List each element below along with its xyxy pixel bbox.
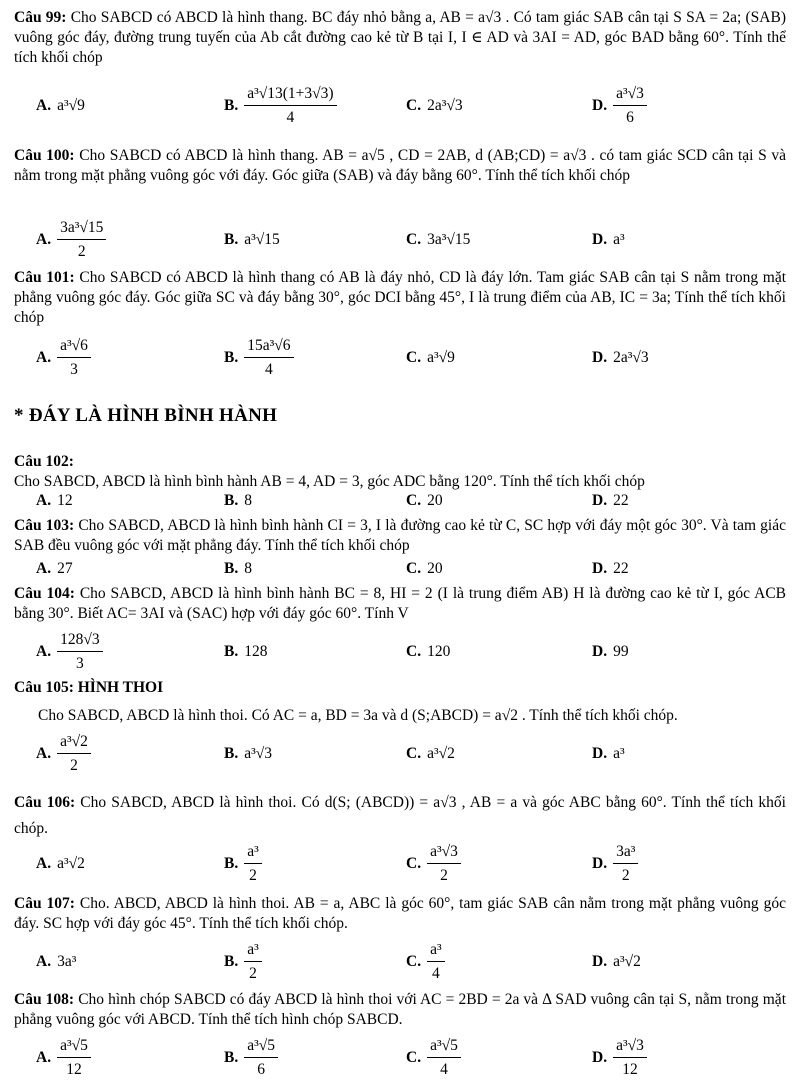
answer-c[interactable]: C. 2a³√3 — [406, 96, 463, 114]
question-text: Cho SABCD, ABCD là hình bình hành BC = 8, HI = 2 (I là trung điểm AB) H là đường cao kẻ từ I, góc ACB bằng 30°. Biết AC= 3AI và (SAC) hợp với đáy góc 60°. Tính V — [14, 585, 786, 623]
question-title: Câu 105: HÌNH THOI — [14, 679, 164, 696]
section-heading: * ĐÁY LÀ HÌNH BÌNH HÀNH — [14, 405, 278, 426]
question-text: Cho. ABCD, ABCD là hình thoi. AB = a, ABC là góc 60°, tam giác SAB cân nằm trong mặt phẳng vuông góc đáy. SC hợp với đáy góc 45°. Tính thể tích khối chóp. — [14, 895, 786, 933]
question-100 — [14, 146, 786, 186]
answer-c[interactable]: C. $\frac{\text{a³√3}}{2}$ — [406, 840, 461, 888]
question-title: Câu 108: — [14, 991, 75, 1008]
answer-b[interactable]: B. $\frac{\text{a³√5}}{6}$ — [224, 1034, 278, 1082]
answer-d[interactable]: D. 99 — [592, 642, 629, 660]
answer-c[interactable]: C. 20 — [406, 559, 443, 577]
question-text: Cho hình chóp SABCD có đáy ABCD là hình thoi với AC = 2BD = 2a và Δ SAD vuông cân tại S, nằm trong mặt phẳng vuông góc với ABCD. Tính thể tích hình chóp SABCD. — [14, 991, 786, 1029]
answer-a[interactable]: A. $\frac{\text{a³√5}}{12}$ — [36, 1034, 91, 1082]
answer-a[interactable]: A. 12 — [36, 491, 73, 509]
answer-d[interactable]: D. $\frac{\text{3a³}}{2}$ — [592, 840, 638, 888]
answer-d[interactable]: D. 2a³√3 — [592, 348, 649, 366]
question-text: Cho SABCD, ABCD là hình bình hành CI = 3, I là đường cao kẻ từ C, SC hợp với đáy một góc 30°. Và tam giác SAB đều vuông góc với mặt phẳng đáy. Tính thể tích khối chóp — [14, 517, 786, 555]
answer-b[interactable]: B. 8 — [224, 559, 252, 577]
answer-a[interactable]: A. 3a³ — [36, 952, 77, 970]
question-text: Cho SABCD, ABCD là hình thoi. Có AC = a, BD = 3a và d (S;ABCD) = a√2 . Tính thể tích khối chóp. — [38, 707, 678, 725]
answer-c[interactable]: C. $\frac{\text{a³√5}}{4}$ — [406, 1034, 461, 1082]
question-104 — [14, 584, 786, 624]
answer-b[interactable]: B. $\frac{\text{15a³√6}}{4}$ — [224, 334, 294, 382]
question-103 — [14, 516, 786, 556]
answer-c[interactable]: C. a³√9 — [406, 348, 455, 366]
answers-107 — [14, 938, 786, 986]
question-text: Cho SABCD, ABCD là hình bình hành AB = 4, AD = 3, góc ADC bằng 120°. Tính thể tích khối chóp — [14, 473, 645, 491]
question-title: Câu 107: — [14, 895, 75, 912]
answer-b[interactable]: B. $\frac{\text{a³}}{2}$ — [224, 938, 262, 986]
question-title: Câu 101: — [14, 269, 75, 286]
answers-105 — [14, 730, 786, 778]
question-title: Câu 106: — [14, 794, 76, 811]
answer-a[interactable]: A. 27 — [36, 559, 73, 577]
answers-102 — [14, 490, 786, 512]
answer-d[interactable]: D. $\frac{\text{a³√3}}{6}$ — [592, 82, 647, 130]
answer-b[interactable]: B. a³√3 — [224, 744, 273, 762]
answers-101 — [14, 334, 786, 382]
question-102 — [14, 452, 786, 492]
question-105 — [14, 678, 786, 726]
question-text: Cho SABCD có ABCD là hình thang. BC đáy nhỏ bằng a, AB = a√3 . Có tam giác SAB cân tại S SA = 2a; (SAB) vuông góc đáy, đường trung tuyến của Ab cắt đường cao kẻ từ B tại I, I ∈ AD và 3AI = AD, góc BAD bằng 60°. Tính thể tích khối chóp — [14, 9, 786, 67]
answer-d[interactable]: D. a³ — [592, 744, 625, 762]
answer-b[interactable]: B. $\frac{\text{a³}}{2}$ — [224, 840, 262, 888]
question-107 — [14, 894, 786, 934]
answer-c[interactable]: C. a³√2 — [406, 744, 455, 762]
question-101 — [14, 268, 786, 328]
answers-100 — [14, 216, 786, 264]
answer-a[interactable]: A. $\frac{\text{a³√2}}{2}$ — [36, 730, 91, 778]
answer-d[interactable]: D. 22 — [592, 491, 629, 509]
answer-a[interactable]: A. $\frac{\text{a³√6}}{3}$ — [36, 334, 91, 382]
answer-d[interactable]: D. 22 — [592, 559, 629, 577]
answer-c[interactable]: C. 120 — [406, 642, 451, 660]
question-text: Cho SABCD có ABCD là hình thang. AB = a√5 , CD = 2AB, d (AB;CD) = a√3 . có tam giác SCD cân tại S và nằm trong mặt phẳng vuông góc với đáy. Góc giữa (SAB) và đáy bằng 60°. Tính thể tích khối chóp — [14, 147, 786, 185]
question-text: Cho SABCD có ABCD là hình thang có AB là đáy nhỏ, CD là đáy lớn. Tam giác SAB cân tại S nằm trong mặt phẳng vuông góc đáy. Góc giữa SC và đáy bằng 30°, góc DCI bằng 45°, I là trung điểm của AB, IC = 3a; Tính thể tích khối chóp — [14, 269, 787, 327]
answer-d[interactable]: D. a³ — [592, 230, 625, 248]
answer-c[interactable]: C. 20 — [406, 491, 443, 509]
question-title: Câu 100: — [14, 147, 75, 164]
answer-b[interactable]: B. 8 — [224, 491, 252, 509]
answer-a[interactable]: A. a³√2 — [36, 854, 85, 872]
answer-a[interactable]: A. $\frac{\text{3a³√15}}{2}$ — [36, 216, 106, 264]
question-108 — [14, 990, 786, 1030]
answer-d[interactable]: D. $\frac{\text{a³√3}}{12}$ — [592, 1034, 647, 1082]
question-title: Câu 99: — [14, 9, 67, 26]
answers-104 — [14, 628, 786, 676]
question-99 — [14, 8, 786, 68]
answer-c[interactable]: C. 3a³√15 — [406, 230, 471, 248]
question-text: Cho SABCD, ABCD là hình thoi. Có d(S; (ABCD)) = a√3 , AB = a và góc ABC bằng 60°. Tính thể tích khối chóp. — [14, 794, 786, 838]
answer-c[interactable]: C. $\frac{\text{a³}}{4}$ — [406, 938, 445, 986]
question-title: Câu 103: — [14, 517, 75, 534]
answers-99 — [14, 82, 786, 130]
question-title: Câu 102: — [14, 453, 74, 470]
answer-b[interactable]: B. a³√15 — [224, 230, 280, 248]
answer-b[interactable]: B. 128 — [224, 642, 268, 660]
answer-a[interactable]: A. a³√9 — [36, 96, 85, 114]
answer-b[interactable]: B. $\frac{\text{a³√13(1+3√3)}}{4}$ — [224, 82, 337, 130]
answers-103 — [14, 558, 786, 580]
question-title: Câu 104: — [14, 585, 75, 602]
answer-d[interactable]: D. a³√2 — [592, 952, 641, 970]
answers-106 — [14, 840, 786, 888]
question-106 — [14, 790, 786, 843]
answer-a[interactable]: A. $\frac{128√3}{3}$ — [36, 628, 103, 676]
answers-108 — [14, 1034, 786, 1082]
